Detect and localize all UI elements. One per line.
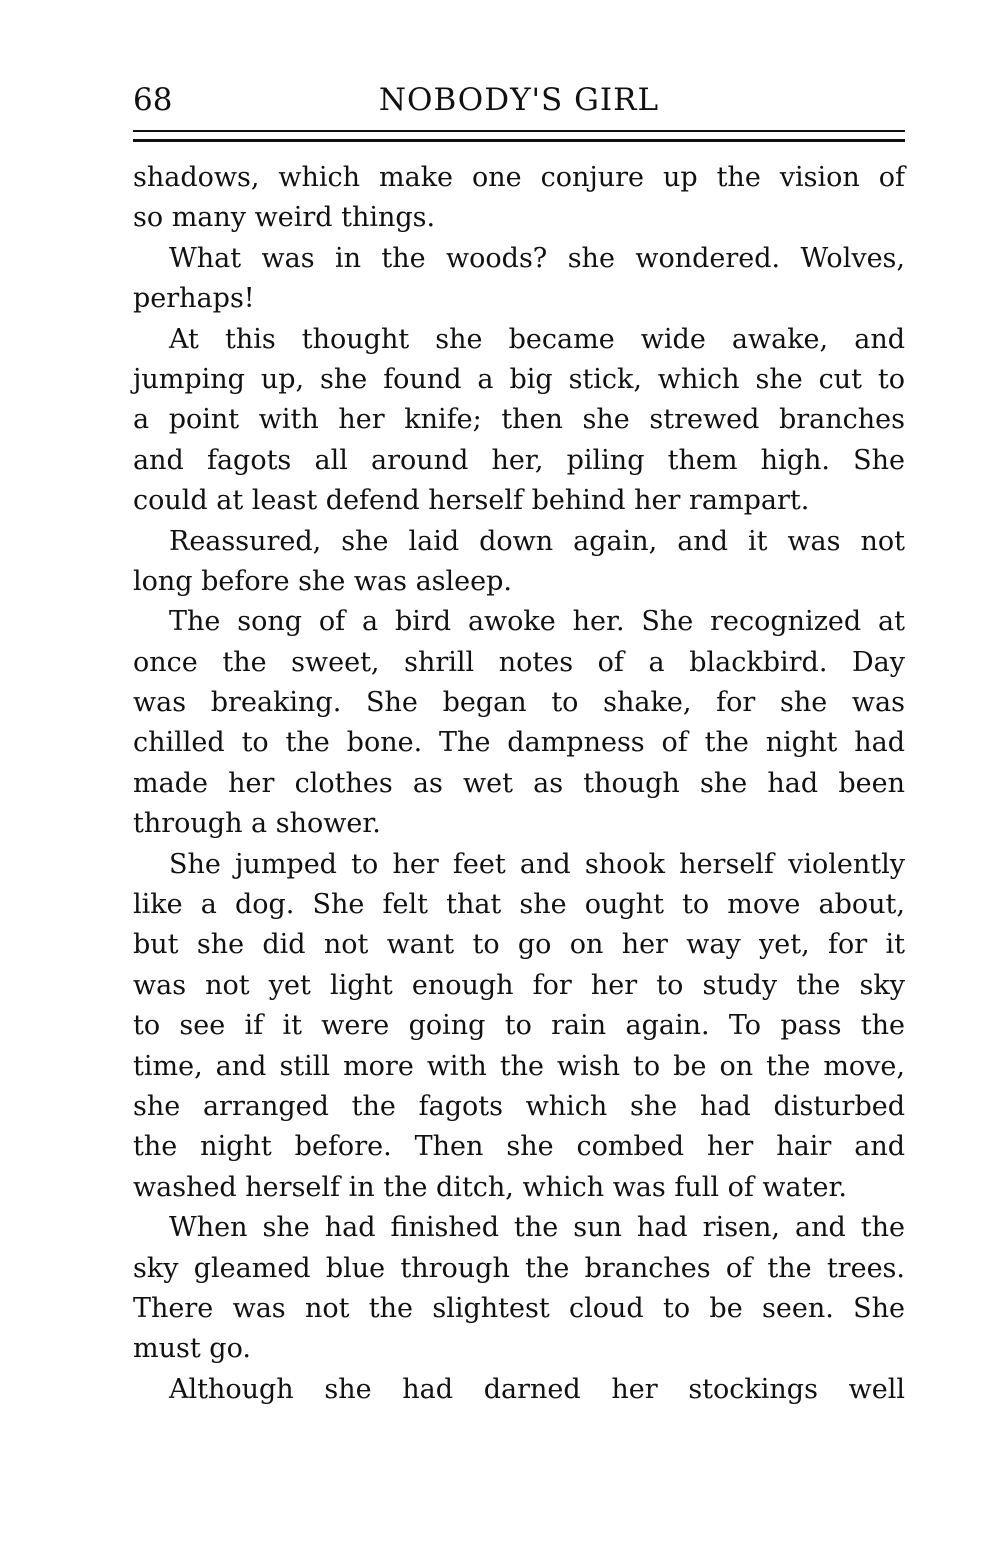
text-line: time, and still more with the wish to be on the move, (133, 1050, 905, 1082)
paragraph (133, 845, 905, 1209)
text-line: What was in the woods? she wondered. Wolves, (169, 242, 905, 274)
page-header (133, 78, 905, 122)
text-line: once the sweet, shrill notes of a blackbird. Day (133, 646, 905, 678)
text-line: could at least defend herself behind her rampart. (133, 485, 810, 517)
body-text (133, 158, 905, 1410)
text-line: jumping up, she found a big stick, which she cut to (133, 363, 905, 395)
running-head: NOBODY'S GIRL (378, 82, 660, 118)
book-page (133, 78, 905, 1410)
text-line: sky gleamed blue through the branches of the trees. (133, 1252, 905, 1284)
text-line: Reassured, she laid down again, and it was not (169, 525, 905, 557)
text-line: perhaps! (133, 283, 255, 315)
paragraph (133, 1370, 905, 1410)
text-line: through a shower. (133, 808, 381, 840)
paragraph (133, 522, 905, 603)
paragraph (133, 158, 905, 239)
text-line: the night before. Then she combed her hair and (133, 1131, 905, 1163)
text-line: to see if it were going to rain again. To pass the (133, 1010, 905, 1042)
text-line: There was not the slightest cloud to be seen. She (133, 1292, 905, 1324)
text-line: but she did not want to go on her way yet, for it (133, 929, 905, 961)
paragraph (133, 1208, 905, 1370)
text-line: long before she was asleep. (133, 565, 512, 597)
text-line: washed herself in the ditch, which was full of water. (133, 1171, 847, 1203)
text-line: At this thought she became wide awake, and (169, 323, 905, 355)
paragraph (133, 602, 905, 844)
page-number: 68 (133, 82, 173, 118)
text-line: must go. (133, 1333, 251, 1365)
text-line: When she had finished the sun had risen, and the (169, 1212, 905, 1244)
text-line: made her clothes as wet as though she had been (133, 767, 905, 799)
text-line: was breaking. She began to shake, for she was (133, 687, 905, 719)
paragraph (133, 320, 905, 522)
text-line: was not yet light enough for her to study the sky (133, 969, 905, 1001)
text-line: Although she had darned her stockings well (169, 1373, 905, 1405)
text-line: shadows, which make one conjure up the vision of (133, 162, 905, 193)
text-line: She jumped to her feet and shook herself violently (169, 848, 905, 880)
text-line: she arranged the fagots which she had disturbed (133, 1090, 905, 1122)
paragraph (133, 239, 905, 320)
text-line: The song of a bird awoke her. She recognized at (169, 606, 905, 638)
text-line: chilled to the bone. The dampness of the night had (133, 727, 905, 759)
text-line: so many weird things. (133, 202, 436, 234)
text-line: like a dog. She felt that she ought to move about, (133, 889, 905, 921)
header-rule (133, 130, 905, 142)
text-line: and fagots all around her, piling them high. She (133, 444, 905, 476)
text-line: a point with her knife; then she strewed branches (133, 404, 905, 436)
